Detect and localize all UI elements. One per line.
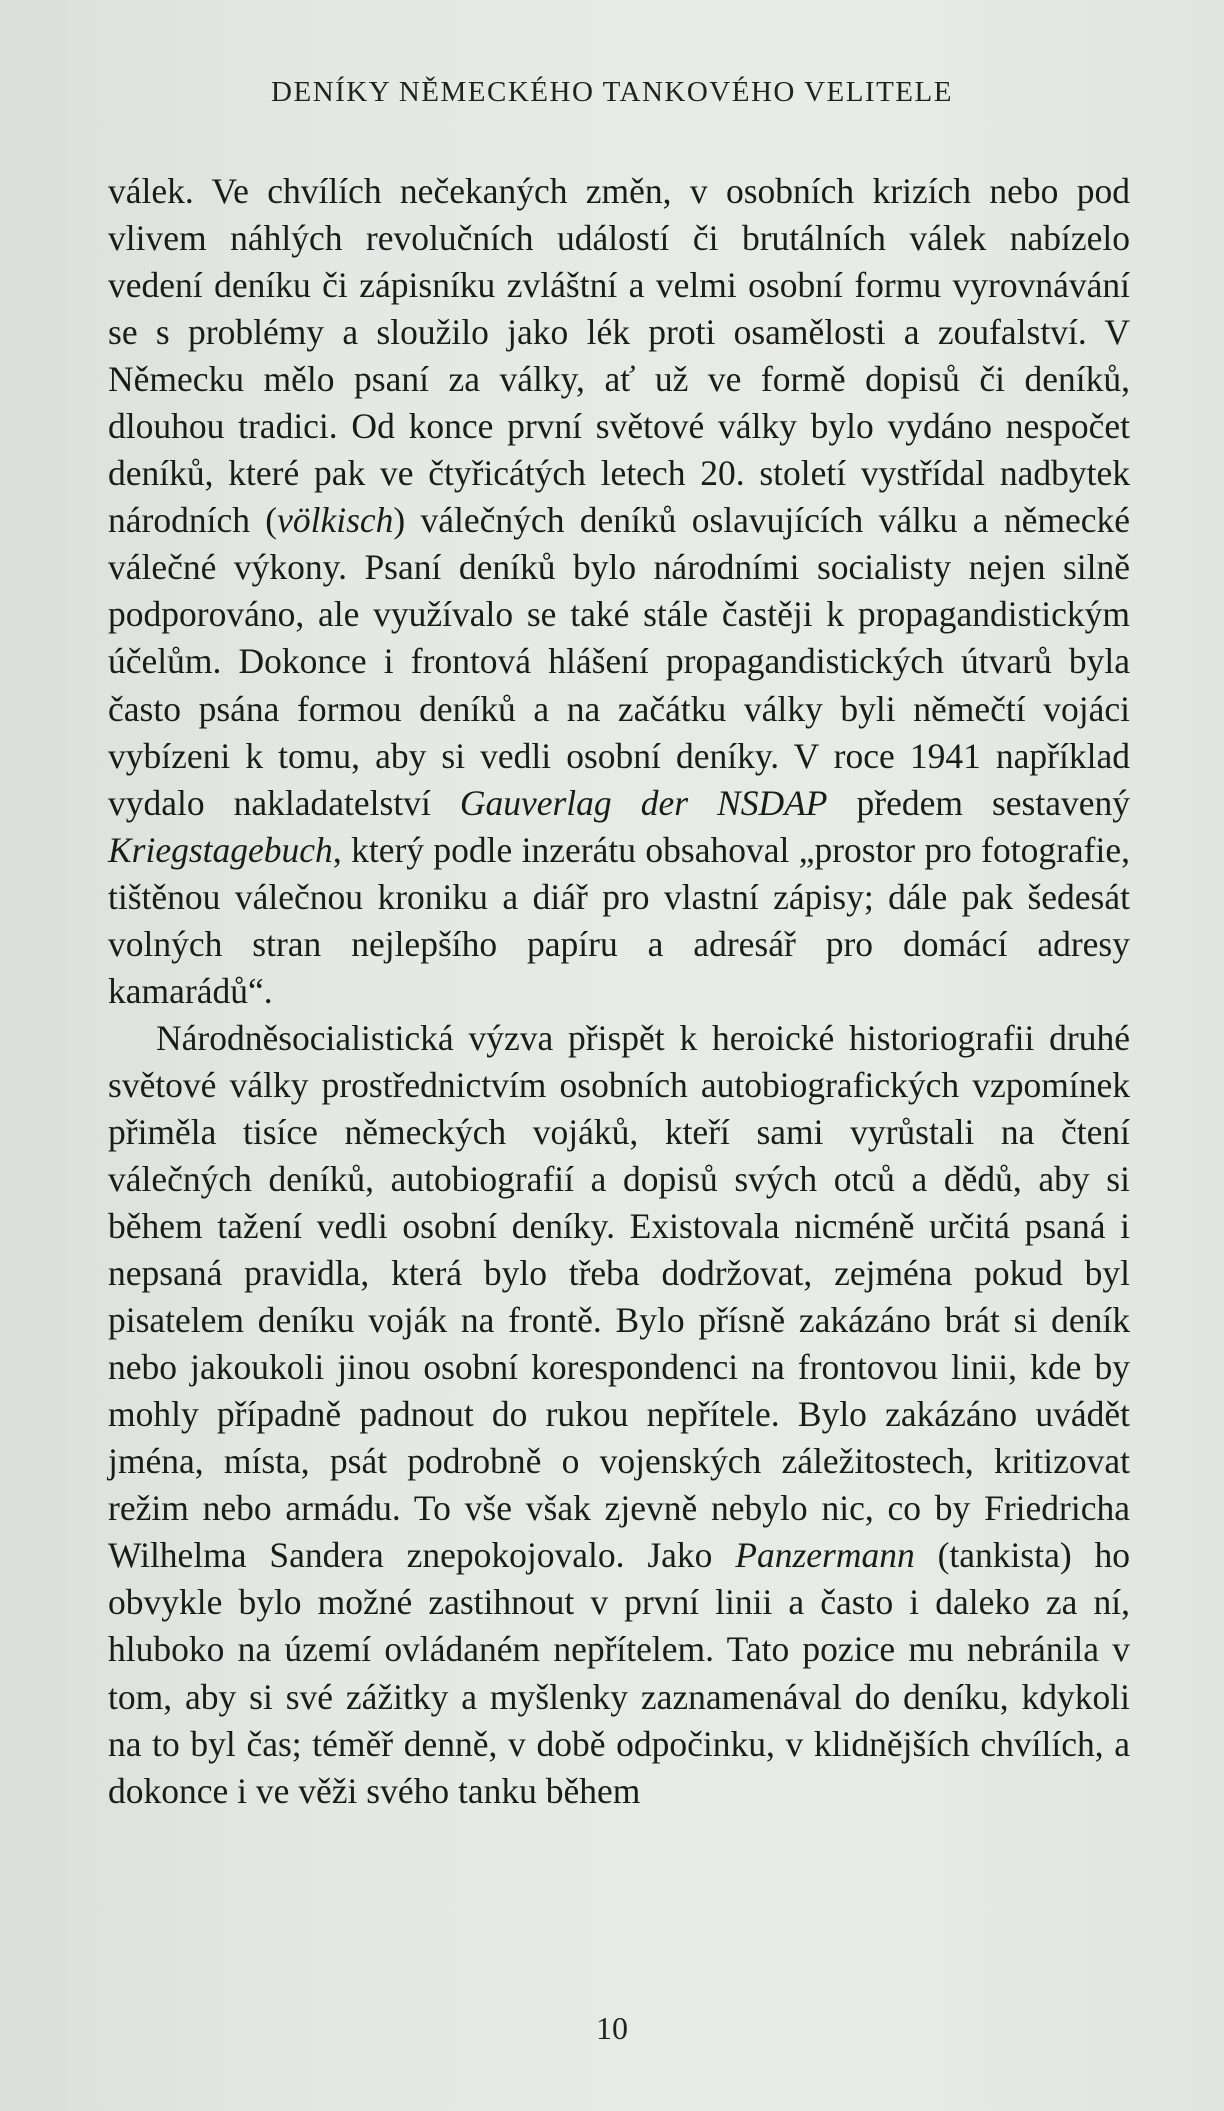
paragraph-1-text-4: , který podle inzerátu obsahoval „prostor pro fotografie, tištěnou válečnou kroniku a diář pro vlastní zápisy; dále pak šedesát volných stran nejlepšího papíru a adresář pro domácí adresy kamarádů“. [108,829,1130,1011]
paragraph-1-italic-volkisch: völkisch [277,500,394,541]
body-text [108,168,1130,1815]
paragraph-1-italic-publisher: Gauverlag der NSDAP [459,782,828,823]
paragraph-1-text-3: předem sestavený [827,782,1130,823]
page-number: 10 [596,2010,628,2046]
paragraph-2 [108,1015,1130,1815]
running-head: DENÍKY NĚMECKÉHO TANKOVÉHO VELITELE [271,76,953,108]
paragraph-2-text-1: Národněsocialistická výzva přispět k heroické historiografii druhé světové války prostřednictvím osobních autobiografických vzpomínek přiměla tisíce německých vojáků, kteří sami vyrůstali na čtení válečných deníků, autobiografií a dopisů svých otců a dědů, aby si během tažení vedli osobní deníky. Existovala nicméně určitá psaná i nepsaná pravidla, která bylo třeba dodržovat, zejména pokud byl pisatelem deníku voják na frontě. Bylo přísně zakázáno brát si deník nebo jakoukoli jinou osobní korespondenci na frontovou linii, kde by mohly případně padnout do rukou nepřítele. Bylo zakázáno uvádět jména, místa, psát podrobně o vojenských záležitostech, kritizovat režim nebo armádu. To vše však zjevně nebylo nic, co by Friedricha Wilhelma Sandera znepokojovalo. Jako [108,1017,1130,1576]
paragraph-1-text-1: válek. Ve chvílích nečekaných změn, v osobních krizích nebo pod vlivem náhlých revolučních událostí či brutálních válek nabízelo vedení deníku či zápisníku zvláštní a velmi osobní formu vyrovnávání se s problémy a sloužilo jako lék proti osamělosti a zoufalství. V Německu mělo psaní za války, ať už ve formě dopisů či deníků, dlouhou tradici. Od konce první světové války bylo vydáno nespočet deníků, které pak ve čtyřicátých letech 20. století vystřídal nadbytek národních ( [108,171,1130,541]
paragraph-2-text-2: (tankista) ho obvykle bylo možné zastihnout v první linii a často i daleko za ní, hluboko na území ovládaném nepřítelem. Tato pozice mu nebránila v tom, aby si své zážitky a myšlenky zaznamenával do deníku, kdykoli na to byl čas; téměř denně, v době odpočinku, v klidnějších chvílích, a dokonce i ve věži svého tanku během [108,1535,1131,1811]
paragraph-1-italic-kriegstagebuch: Kriegstagebuch [108,829,333,870]
paragraph-2-italic-panzermann: Panzermann [735,1535,915,1576]
paragraph-1 [108,168,1130,1015]
paragraph-1-text-2: ) válečných deníků oslavujících válku a německé válečné výkony. Psaní deníků bylo národními socialisty nejen silně podporováno, ale využívalo se také stále častěji k propagandistickým účelům. Dokonce i frontová hlášení propagandistických útvarů byla často psána formou deníků a na začátku války byli němečtí vojáci vybízeni k tomu, aby si vedli osobní deníky. V roce 1941 například vydalo nakladatelství [108,500,1130,823]
